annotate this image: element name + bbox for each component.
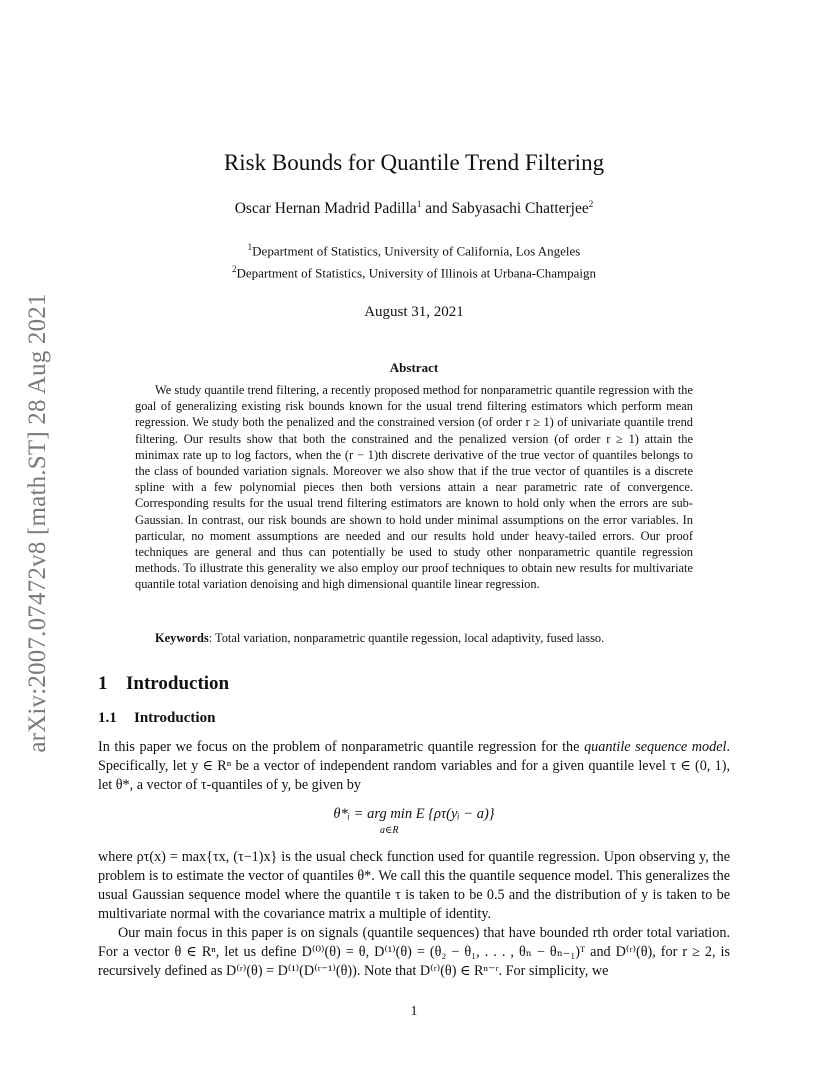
author-affil-mark: 1 (416, 199, 422, 209)
affiliations (0, 238, 828, 283)
display-equation: θ*ᵢ = arg min E {ρτ(yᵢ − a)} (333, 806, 495, 822)
abstract-heading: Abstract (389, 360, 439, 375)
body-emphasis: quantile sequence model (584, 739, 727, 755)
body-paragraph (98, 738, 730, 795)
abstract-body: We study quantile trend filtering, a recently proposed method for nonparametric quantile regression with the goal of generalizing existing risk bounds known for the usual trend filtering estimators which perform mean regression. We study both the penalized and the constrained version (of order r ≥ 1) of univariate quantile trend filtering. Our results show that both the constrained and the penalized version (of order r ≥ 1) attain the minimax rate up to log factors, when the (r − 1)th discrete derivative of the true vector of quantiles belongs to the class of bounded variation signals. Moreover we also show that if the true vector of quantiles is a discrete spline with a few polynomial pieces then both versions attain a near parametric rate of convergence. Corresponding results for the usual trend filtering estimators are known to hold only when the errors are sub-Gaussian. In contrast, our risk bounds are shown to hold under minimal assumptions on the error variables. In particular, no moment assumptions are needed and our results hold under heavy-tailed errors. Our proof techniques are general and thus can potentially be used to study other nonparametric quantile regression methods. To illustrate this generality we also employ our proof techniques to obtain new results for multivariate quantile total variation denoising and high dimensional quantile linear regression. (135, 383, 693, 592)
section-heading (98, 673, 229, 695)
subsection-number: 1.1 (98, 710, 117, 726)
body-text: In this paper we focus on the problem of nonparametric quantile regression for the (98, 739, 585, 755)
body-paragraph: Our main focus in this paper is on signals (quantile sequences) that have bounded rth order total variation. For a vector θ ∈ Rⁿ, let us define D⁽⁰⁾(θ) = θ, D⁽¹⁾(θ) = (θ₂ − θ₁, . . . , θₙ − θₙ₋₁)ᵀ and D⁽ʳ⁾(θ), for r ≥ 2, is recursively defined as D⁽ʳ⁾(θ) = D⁽¹⁾(D⁽ʳ⁻¹⁾(θ)). Note that D⁽ʳ⁾(θ) ∈ Rⁿ⁻ʳ. For simplicity, we (98, 925, 730, 979)
affil-mark: 2 (231, 264, 237, 275)
body-paragraph: where ρτ(x) = max{τx, (τ−1)x} is the usual check function used for quantile regression. Upon observing y, the problem is to estimate the vector of quantiles θ*. We call this the quantile sequence model. This generalizes the usual Gaussian sequence model where the quantile τ is taken to be 0.5 and the distribution of y is taken to be multivariate normal with the covariance matrix a multiple of identity. (98, 849, 730, 922)
keywords-label: Keywords (155, 631, 209, 645)
affiliation-line (0, 238, 828, 260)
keywords-line (155, 631, 695, 646)
arxiv-sidebar-stamp (14, 270, 62, 775)
subsection-title: Introduction (134, 710, 216, 726)
affiliation-line (0, 260, 828, 282)
paper-title: Risk Bounds for Quantile Trend Filtering (223, 150, 605, 175)
affiliation-text: Department of Statistics, University of California, Los Angeles (252, 243, 581, 259)
body-text: . Specifically, let y ∈ Rⁿ be a vector of independent random variables and for a given quantile level τ ∈ (0, 1), let θ*, a vector of τ-quantiles of y, be given by (98, 739, 730, 793)
author-line (0, 199, 828, 218)
affil-mark: 1 (247, 242, 253, 252)
paper-date: August 31, 2021 (364, 304, 464, 320)
affiliation-text: Department of Statistics, University of Illinois at Urbana-Champaign (236, 265, 597, 281)
section-title: Introduction (126, 673, 230, 694)
author-name: Oscar Hernan Madrid Padilla (234, 200, 417, 218)
section-number: 1 (98, 673, 108, 694)
arxiv-identifier: arXiv:2007.07472v8 [math.ST] 28 Aug 2021 (24, 292, 51, 753)
equation-subscript: a∈R (380, 825, 399, 836)
author-affil-mark: 2 (588, 199, 594, 209)
author-name: Sabyasachi Chatterjee (451, 200, 589, 218)
page-number: 1 (410, 1003, 418, 1018)
subsection-heading (98, 710, 215, 727)
keywords-text: : Total variation, nonparametric quantile regession, local adaptivity, fused lasso. (208, 631, 605, 645)
author-separator: and (421, 200, 452, 218)
